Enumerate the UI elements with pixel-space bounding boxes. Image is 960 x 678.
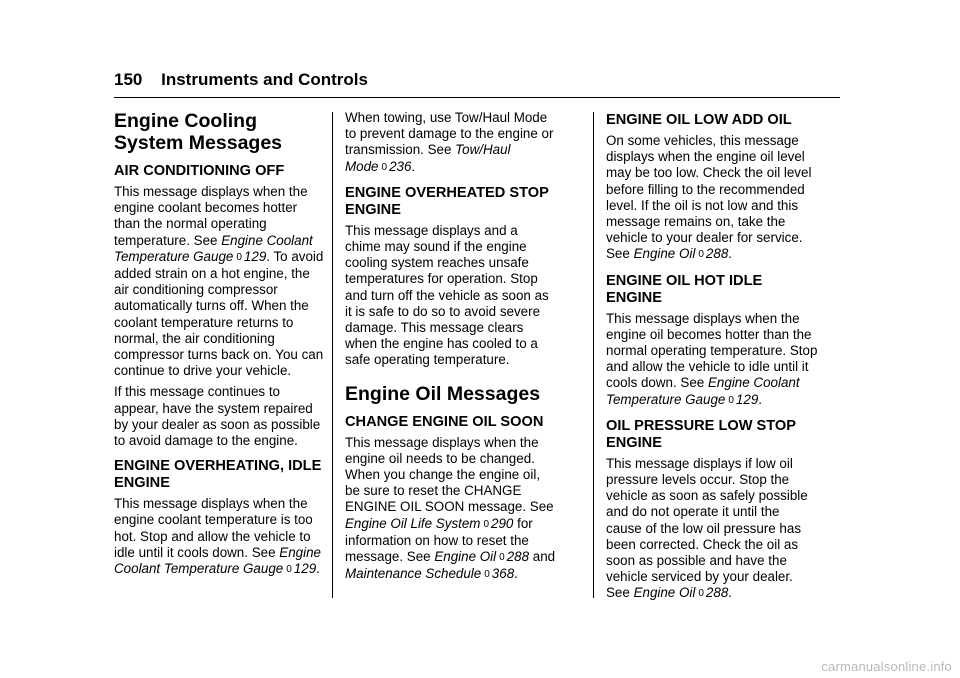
section-title: Instruments and Controls xyxy=(161,70,368,89)
page-ref-icon: 0 xyxy=(499,552,505,564)
page-ref-number[interactable]: 290 xyxy=(491,515,514,531)
page-ref-number[interactable]: 288 xyxy=(705,585,729,601)
page-ref-number[interactable]: 288 xyxy=(506,549,530,565)
page-ref-icon: 0 xyxy=(236,251,242,263)
cross-reference-link[interactable]: Engine Oil xyxy=(633,585,696,601)
body-paragraph: This message displays and a chime may sound if the engine cooling system reaches unsafe temperatures for operation. Stop and turn off the vehicle as soon as it is safe to do so to avoid severe damage. This message clears when the engine has cooled to a safe operating temperature. xyxy=(345,222,549,368)
page-header xyxy=(114,70,368,90)
page-ref-number[interactable]: 236 xyxy=(389,158,412,174)
page-ref-number[interactable]: 288 xyxy=(705,246,729,262)
page-ref-number[interactable]: 129 xyxy=(243,248,267,264)
section-heading: Engine Oil Messages xyxy=(345,382,541,405)
section-heading: Engine Cooling System Messages xyxy=(114,110,283,154)
page-ref-icon: 0 xyxy=(698,249,704,261)
body-paragraph: This message displays when the engine oil becomes hotter than the normal operating temperature. Stop and allow the vehicle to idle until it cools down. See Engine Coolant Temperature Gauge 0 129. xyxy=(606,310,818,407)
cross-reference-link[interactable]: Engine Coolant Temperature Gauge xyxy=(114,232,313,264)
message-heading: CHANGE ENGINE OIL SOON xyxy=(345,413,544,430)
cross-reference-link[interactable]: Engine Oil xyxy=(633,246,696,262)
message-heading: ENGINE OIL HOT IDLE ENGINE xyxy=(606,272,763,306)
page-ref-number[interactable]: 129 xyxy=(735,391,759,407)
page-ref-icon: 0 xyxy=(728,394,734,406)
message-heading: ENGINE OIL LOW ADD OIL xyxy=(606,112,792,128)
message-heading: ENGINE OVERHEATING, IDLE ENGINE xyxy=(114,458,322,492)
cross-reference-link[interactable]: Engine Oil xyxy=(434,549,497,565)
cross-reference-link[interactable]: Tow/Haul Mode xyxy=(345,142,511,174)
column-2 xyxy=(345,110,557,588)
cross-reference-link[interactable]: Engine Coolant Temperature Gauge xyxy=(114,544,321,577)
body-paragraph: This message displays when the engine coolant becomes hotter than the normal operating temperature. See Engine Coolant Temperature Gauge 0 129. To avoid added strain on a hot engine, the air conditioning compressor automatically turns off. When the coolant temperature returns to normal, the air conditioning compressor turns back on. You can continue to drive your vehicle. xyxy=(114,184,324,379)
page-ref-number[interactable]: 368 xyxy=(491,566,515,582)
body-paragraph: This message displays if low oil pressure levels occur. Stop the vehicle as soon as safely possible and do not operate it until the cause of the low oil pressure has been corrected. Check the oil as soon as possible and have the vehicle serviced by your dealer. See Engine Oil 0 288. xyxy=(606,455,808,601)
watermark: carmanualsonline.info xyxy=(821,659,952,674)
body-paragraph: If this message continues to appear, have the system repaired by your dealer as soon as possible to avoid damage to the engine. xyxy=(114,384,321,449)
body-paragraph: This message displays when the engine coolant temperature is too hot. Stop and allow the vehicle to idle until it cools down. See Engine Coolant Temperature Gauge 0 129. xyxy=(114,496,321,577)
message-heading: ENGINE OVERHEATED STOP ENGINE xyxy=(345,184,549,218)
body-paragraph: This message displays when the engine oil needs to be changed. When you change the engine oil, be sure to reset the CHANGE ENGINE OIL SOON message. See Engine Oil Life System 0 290 for information on how to reset the message. See Engine Oil 0 288 and Maintenance Schedule 0 368. xyxy=(345,434,556,582)
cross-reference-link[interactable]: Engine Oil Life System xyxy=(345,515,481,531)
cross-reference-link[interactable]: Engine Coolant Temperature Gauge xyxy=(606,375,800,407)
column-divider-2 xyxy=(593,112,594,598)
page-ref-icon: 0 xyxy=(286,564,292,576)
page-number: 150 xyxy=(114,70,143,89)
body-paragraph: When towing, use Tow/Haul Mode to prevent damage to the engine or transmission. See Tow/Haul Mode 0 236. xyxy=(345,110,554,174)
column-1 xyxy=(114,110,326,583)
header-rule xyxy=(114,97,840,98)
page-ref-icon: 0 xyxy=(381,161,388,173)
body-paragraph: On some vehicles, this message displays when the engine oil level may be too low. Check the oil level before filling to the recommended level. If the oil is not low and this message remains on, take the vehicle to your dealer for service. See Engine Oil 0 288. xyxy=(606,133,812,262)
page-ref-icon: 0 xyxy=(484,569,490,581)
message-heading: AIR CONDITIONING OFF xyxy=(114,163,285,179)
cross-reference-link[interactable]: Maintenance Schedule xyxy=(345,566,482,582)
page-ref-number[interactable]: 129 xyxy=(293,561,317,577)
column-3 xyxy=(606,110,818,608)
page-ref-icon: 0 xyxy=(698,588,704,600)
page-ref-icon: 0 xyxy=(483,518,490,530)
column-divider-1 xyxy=(332,112,333,598)
message-heading: OIL PRESSURE LOW STOP ENGINE xyxy=(606,417,796,451)
